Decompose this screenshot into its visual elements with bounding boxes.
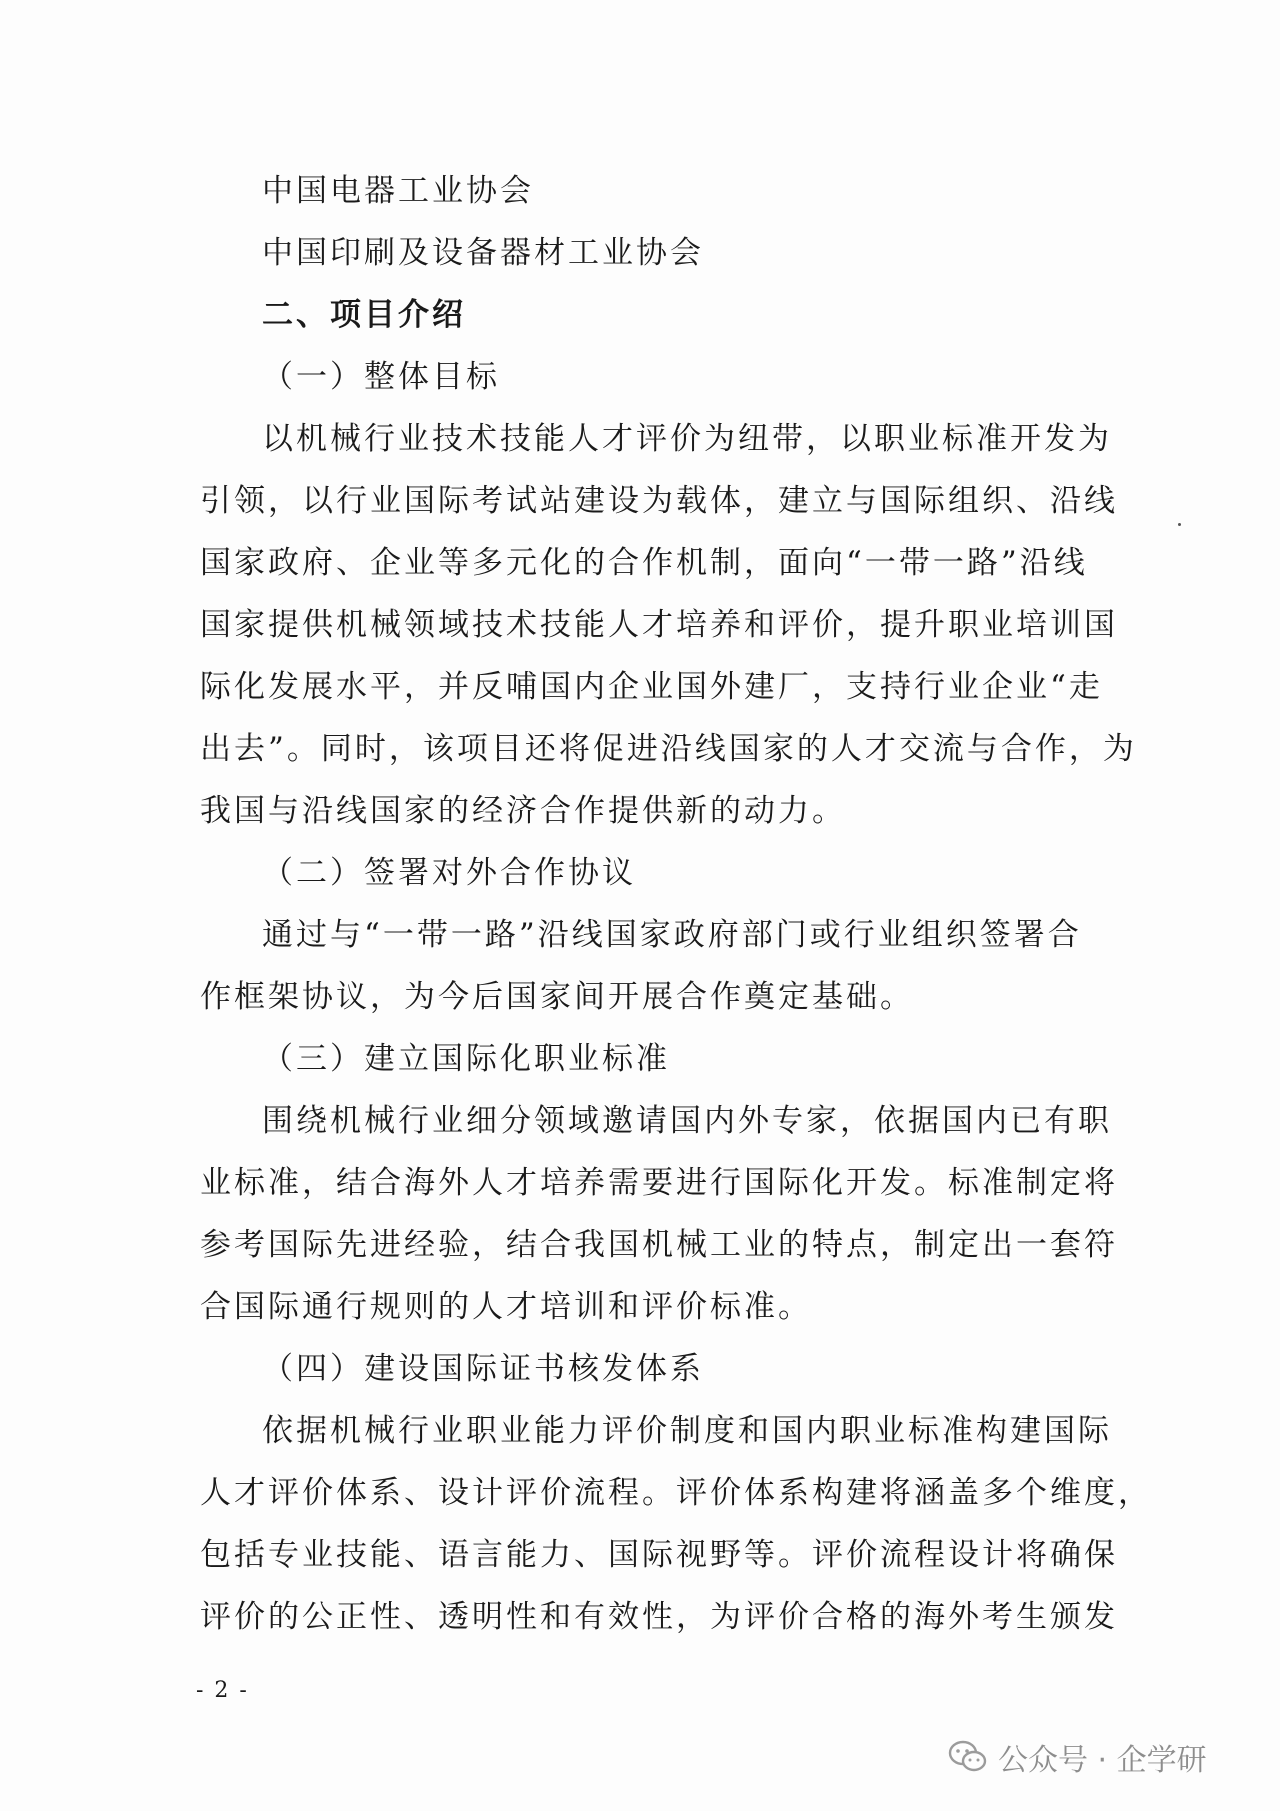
- organization-line: 中国印刷及设备器材工业协会: [262, 235, 704, 271]
- paragraph-line: 业标准，结合海外人才培养需要进行国际化开发。标准制定将: [200, 1165, 1118, 1201]
- paragraph: [200, 408, 1137, 842]
- paragraph-line: 依据机械行业职业能力评价制度和国内职业标准构建国际: [262, 1413, 1112, 1449]
- subsection-heading: （二）签署对外合作协议: [262, 855, 636, 891]
- paragraph-line: 以机械行业技术技能人才评价为纽带，以职业标准开发为: [262, 421, 1112, 457]
- subsection-heading: （一）整体目标: [262, 359, 500, 395]
- watermark: [948, 1735, 1207, 1779]
- wechat-icon: [948, 1740, 988, 1774]
- subsection-heading: （四）建设国际证书核发体系: [262, 1351, 704, 1387]
- paragraph-line: 参考国际先进经验，结合我国机械工业的特点，制定出一套符: [200, 1227, 1118, 1263]
- watermark-text: 公众号 · 企学研: [998, 1743, 1207, 1778]
- paragraph-line: 通过与“一带一路”沿线国家政府部门或行业组织签署合: [262, 917, 1082, 953]
- paragraph-line: 围绕机械行业细分领域邀请国内外专家，依据国内已有职: [262, 1103, 1112, 1139]
- paragraph-line: 我国与沿线国家的经济合作提供新的动力。: [200, 793, 846, 829]
- section-title: 二、项目介绍: [262, 297, 466, 333]
- paragraph-line: 作框架协议，为今后国家间开展合作奠定基础。: [200, 979, 914, 1015]
- paragraph: [200, 1090, 1118, 1338]
- paragraph-line: 评价的公正性、透明性和有效性，为评价合格的海外考生颁发: [200, 1599, 1118, 1635]
- scan-speck: [1178, 523, 1181, 526]
- subsection-heading: （三）建立国际化职业标准: [262, 1041, 670, 1077]
- paragraph-line: 人才评价体系、设计评价流程。评价体系构建将涵盖多个维度，: [200, 1475, 1152, 1511]
- paragraph-line: 引领，以行业国际考试站建设为载体，建立与国际组织、沿线: [200, 483, 1118, 519]
- organization-line: 中国电器工业协会: [262, 173, 534, 209]
- page-number: - 2 -: [196, 1678, 249, 1703]
- document-body: [200, 160, 1152, 1648]
- paragraph-line: 国家提供机械领域技术技能人才培养和评价，提升职业培训国: [200, 607, 1118, 643]
- paragraph-line: 国家政府、企业等多元化的合作机制，面向“一带一路”沿线: [200, 545, 1088, 581]
- paragraph: [200, 1400, 1152, 1648]
- paragraph-line: 出去”。同时，该项目还将促进沿线国家的人才交流与合作，为: [200, 731, 1137, 767]
- paragraph-line: 包括专业技能、语言能力、国际视野等。评价流程设计将确保: [200, 1537, 1118, 1573]
- paragraph: [200, 904, 1090, 1028]
- paragraph-line: 合国际通行规则的人才培训和评价标准。: [200, 1289, 812, 1325]
- paragraph-line: 际化发展水平，并反哺国内企业国外建厂，支持行业企业“走: [200, 669, 1103, 705]
